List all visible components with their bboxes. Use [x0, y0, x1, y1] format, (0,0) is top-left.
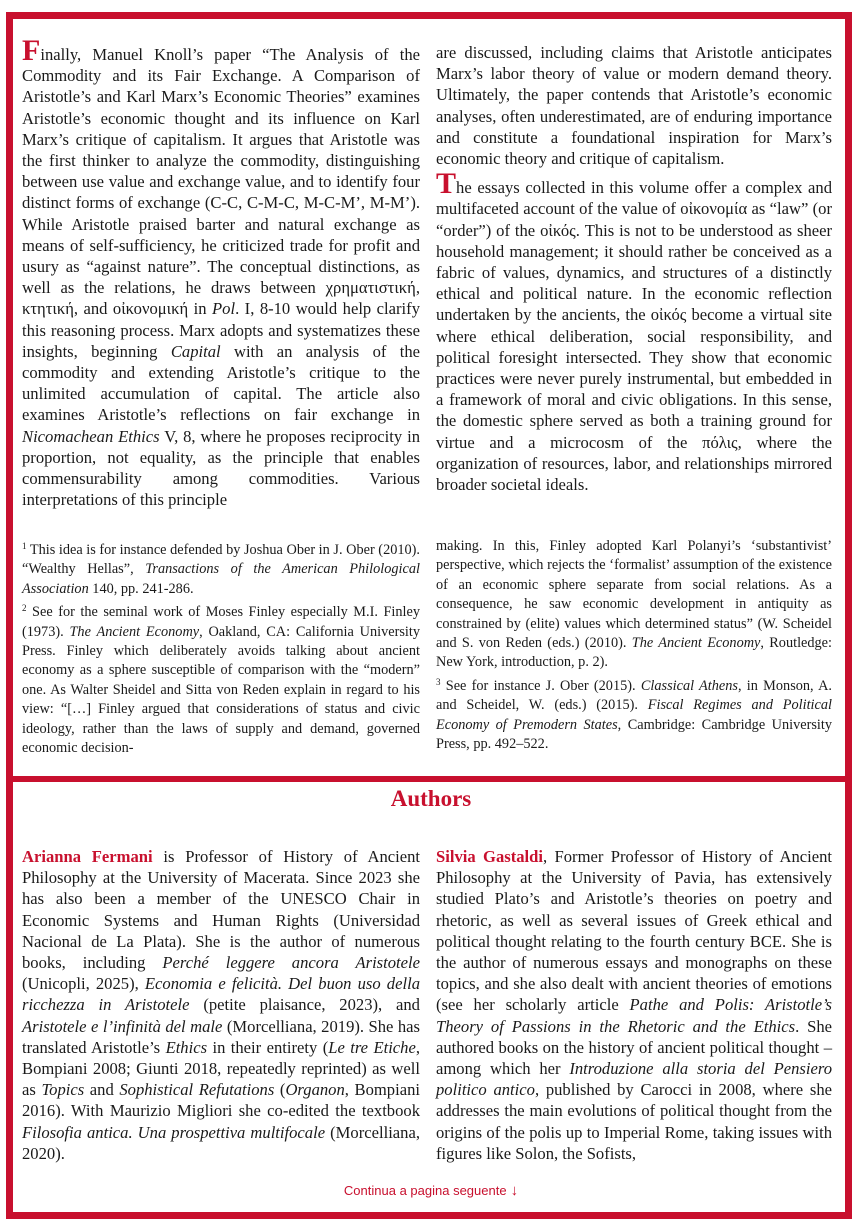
continue-label: Continua a pagina seguente: [343, 1183, 507, 1198]
paragraph-essays: The essays collected in this volume offer a complex and multifaceted account of the value of οἰκονομία as “law” (or “order”) of the οἰκός. This is not to be understood as sheer household management; it should rather be conceived as a fabric of values, dynamics, and structures of a distinctly ethical and political nature. In the economic reflection undertaken by the ancients, the οἰκός become a virtual site where ethical deliberation, social responsibility, and political foresight intersected. They show that economic practices were never purely instrumental, but embedded in a framework of moral and civic obligations. In this sense, the domestic sphere served as both a training ground for virtue and a microcosm of the πόλις, where the organization of resources, labor, and relationships mirrored broader societal ideals.: [436, 167, 832, 495]
continue-next-page-link[interactable]: [0, 1182, 862, 1199]
footnote-1: $^1$ This idea is for instance defended by Joshua Ober in J. Ober (2010). “Wealthy Hellas”, Transactions of the American Philological Association 140, pp. 241-286.: [22, 541, 420, 597]
section-divider: [6, 776, 852, 782]
drop-cap: F: [22, 34, 41, 67]
footnote-2-continued: making. In this, Finley adopted Karl Polanyi’s ‘substantivist’ perspective, which rejects the ‘formalist’ assumption of the existence of an economic sphere separate from social relations. As a consequence, he saw economic development in antiquity as constrained by (elite) values which determined status” (W. Scheidel and S. von Reden (eds.) (2010). The Ancient Economy, Routledge: New York, introduction, p. 2).: [436, 538, 832, 671]
paragraph-knoll-continued: are discussed, including claims that Aristotle anticipates Marx’s labor theory of value or modern demand theory. Ultimately, the paper contends that Aristotle’s economic analyses, often underestimated, are of enduring importance and constitute a foundational inspiration for Marx’s economic theory and critique of capitalism.: [436, 43, 832, 169]
footnote-3: $^3$ See for instance J. Ober (2015). Classical Athens, in Monson, A. and Scheidel, W. (eds.) (2015). Fiscal Regimes and Political Economy of Premodern States, Cambridge: Cambridge University Press, pp. 492–522.: [436, 676, 832, 753]
author-name: Silvia Gastaldi: [436, 847, 543, 866]
footnotes-left-column: [22, 537, 420, 758]
author-name: Arianna Fermani: [22, 847, 153, 866]
footnote-2: $^2$ See for the seminal work of Moses Finley especially M.I. Finley (1973). The Ancient Economy, Oakland, CA: California University Press. Finley which deliberately avoids talking about ancient economy as a sphere susceptible of comparison with the “modern” one. As Walter Sheidel and Sitta von Reden explain in regard to his view: “[…] Finley argued that considerations of status and civic ideology, rather than the laws of supply and demand, governed economic decision-: [22, 603, 420, 757]
author-bio-fermani: Arianna Fermani is Professor of History of Ancient Philosophy at the University of Macerata. Since 2023 she has also been a member of the UNESCO Chair in Economic Systems and Human Rights (Universidad Nacional de La Plata). She is the author of numerous books, including Perché leggere ancora Aristotele (Unicopli, 2025), Economia e felicità. Del buon uso della ricchezza in Aristotele (petite plaisance, 2023), and Aristotele e l’infinità del male (Morcelliana, 2019). She has translated Aristotle’s Ethics in their entirety (Le tre Etiche, Bompiani 2008; Giunti 2018, repeatedly reprinted) as well as Topics and Sophistical Refutations (Organon, Bompiani 2016). With Maurizio Migliori she co-edited the textbook Filosofia antica. Una prospettiva multifocale (Morcelliana, 2020).: [22, 847, 420, 1163]
authors-heading: Authors: [390, 786, 472, 811]
main-text-right-column: [436, 42, 832, 495]
drop-cap: T: [436, 167, 457, 201]
author-bio-gastaldi: Silvia Gastaldi, Former Professor of History of Ancient Philosophy at the University of Pavia, has extensively studied Plato’s and Aristotle’s theories on poetry and rhetoric, as well as several issues of Greek ethical and political thought relating to the fourth century BCE. She is the author of numerous essays and monographs on these topics, and she also dealt with ancient theories of emotions (see her scholarly article Pathe and Polis: Aristotle’s Theory of Passions in the Rhetoric and the Ethics. She authored books on the history of ancient political thought – among which her Introduzione alla storia del Pensiero politico antico, published by Carocci in 2008, where she addresses the main evolutions of political thought from the origins of the polis up to Imperial Rome, taking issues with figures like Solon, the Sofists,: [436, 847, 832, 1163]
footnotes-right-column: [436, 537, 832, 754]
main-text-left-column: [22, 34, 420, 510]
paragraph-knoll: Finally, Manuel Knoll’s paper “The Analysis of the Commodity and its Fair Exchange. A Comparison of Aristotle’s and Karl Marx’s Economic Theories” examines Aristotle’s economic thought and its influence on Karl Marx’s critique of capitalism. It argues that Aristotle was the first thinker to analyze the commodity, distinguishing between use value and exchange value, and to identify four distinct forms of exchange (C-C, C-M-C, M-C-M’, M-M’). While Aristotle praised barter and natural exchange as means of self-sufficiency, he criticized trade for profit and usury as “against nature”. The conceptual distinctions, as well as the relations, he draws between χρηματιστική, κτητική, and οἰκονομική in Pol. I, 8-10 would help clarify this reasoning process. Marx adopts and systematizes these insights, beginning Capital with an analysis of the commodity and extending Aristotle’s critique to the unlimited accumulation of capital. The article also examines Aristotle’s reflections on fair exchange in Nicomachean Ethics V, 8, where he proposes reciprocity in proportion, not equality, as the principle that enables commensurability among commodities. Various interpretations of this principle: [22, 34, 420, 510]
arrow-down-icon: ↓: [510, 1182, 519, 1199]
